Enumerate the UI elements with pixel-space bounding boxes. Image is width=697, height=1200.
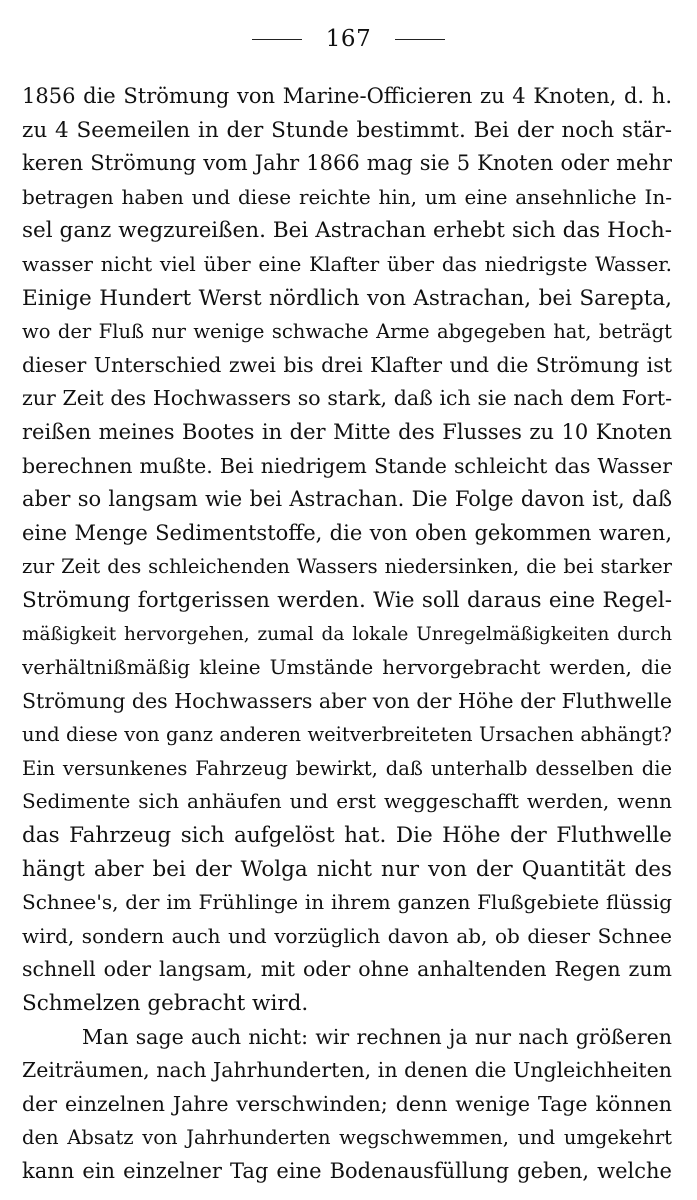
text-line: hängt aber bei der Wolga nicht nur von der Quantität des bbox=[22, 856, 672, 882]
text-line: kann ein einzelner Tag eine Bodenausfüllung geben, welche bbox=[22, 1159, 672, 1183]
text-line: 1856 die Strömung von Marine-Officieren zu 4 Knoten, d. h. bbox=[22, 84, 672, 108]
text-line: wo der Fluß nur wenige schwache Arme abgegeben hat, beträgt bbox=[22, 320, 672, 344]
text-line: und diese von ganz anderen weitverbreiteten Ursachen abhängt? bbox=[22, 723, 672, 747]
text-line: wird, sondern auch und vorzüglich davon ab, ob dieser Schnee bbox=[22, 923, 672, 948]
text-line: zur Zeit des Hochwassers so stark, daß ich sie nach dem Fort- bbox=[22, 386, 672, 411]
body-text bbox=[22, 80, 672, 1189]
text-line: zur Zeit des schleichenden Wassers niedersinken, die bei starker bbox=[22, 555, 672, 579]
text-line: das Fahrzeug sich aufgelöst hat. Die Höhe der Fluthwelle bbox=[22, 823, 672, 849]
text-line: berechnen mußte. Bei niedrigem Stande schleicht das Wasser bbox=[22, 453, 672, 478]
header-rule-right bbox=[395, 39, 445, 40]
text-line: mäßigkeit hervorgehen, zumal da lokale Unregelmäßigkeiten durch bbox=[22, 623, 672, 645]
paragraph-end-line: Schmelzen gebracht wird. bbox=[22, 991, 309, 1017]
text-line: den Absatz von Jahrhunderten wegschwemmen, und umgekehrt bbox=[22, 1126, 672, 1150]
text-line: der einzelnen Jahre verschwinden; denn wenige Tage können bbox=[22, 1091, 672, 1116]
text-line: Zeiträumen, nach Jahrhunderten, in denen die Ungleichheiten bbox=[22, 1058, 672, 1083]
page-number: 167 bbox=[325, 26, 372, 52]
text-line: Schnee's, der im Frühlinge in ihrem ganzen Flußgebiete flüssig bbox=[22, 890, 672, 915]
text-line: Strömung fortgerissen werden. Wie soll daraus eine Regel- bbox=[22, 587, 672, 613]
text-line: wasser nicht viel über eine Klafter über das niedrigste Wasser. bbox=[22, 251, 672, 276]
paragraph-start-line: Man sage auch nicht: wir rechnen ja nur nach größeren bbox=[82, 1024, 672, 1049]
text-line: verhältnißmäßig kleine Umstände hervorgebracht werden, die bbox=[22, 655, 672, 680]
text-line: zu 4 Seemeilen in der Stunde bestimmt. Bei der noch stär- bbox=[22, 117, 672, 143]
text-line: aber so langsam wie bei Astrachan. Die Folge davon ist, daß bbox=[22, 487, 672, 512]
text-line: schnell oder langsam, mit oder ohne anhaltenden Regen zum bbox=[22, 957, 672, 982]
header-rule-left bbox=[252, 39, 302, 40]
text-line: Strömung des Hochwassers aber von der Höhe der Fluthwelle bbox=[22, 688, 672, 713]
text-line: dieser Unterschied zwei bis drei Klafter und die Strömung ist bbox=[22, 352, 672, 377]
text-line: sel ganz wegzureißen. Bei Astrachan erhebt sich das Hoch- bbox=[22, 218, 672, 244]
text-line: keren Strömung vom Jahr 1866 mag sie 5 Knoten oder mehr bbox=[22, 151, 672, 176]
text-line: Einige Hundert Werst nördlich von Astrachan, bei Sarepta, bbox=[22, 285, 672, 311]
page-header bbox=[0, 22, 697, 56]
text-line: reißen meines Bootes in der Mitte des Flusses zu 10 Knoten bbox=[22, 419, 672, 444]
text-line: Sedimente sich anhäufen und erst weggeschafft werden, wenn bbox=[22, 789, 672, 814]
text-line: Ein versunkenes Fahrzeug bewirkt, daß unterhalb desselben die bbox=[22, 756, 672, 780]
text-line: eine Menge Sedimentstoffe, die von oben gekommen waren, bbox=[22, 520, 672, 545]
text-line: betragen haben und diese reichte hin, um eine ansehnliche In- bbox=[22, 184, 672, 209]
